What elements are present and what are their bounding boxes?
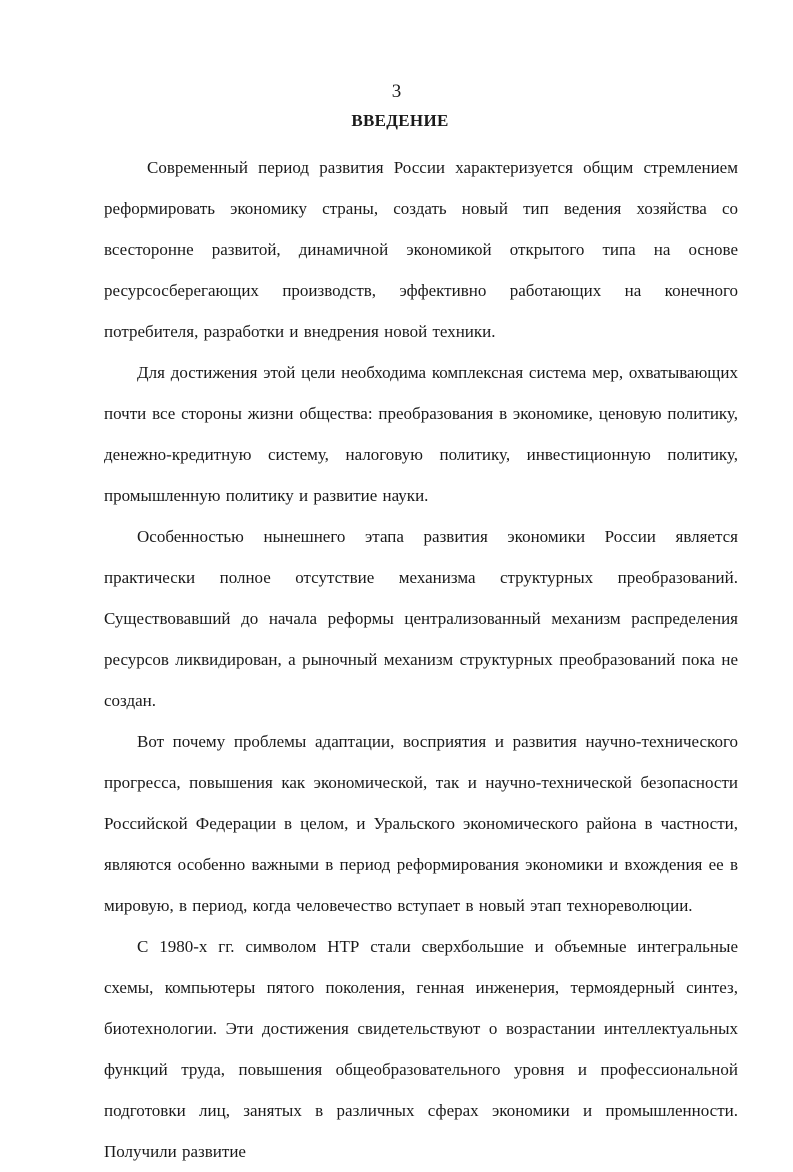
paragraph-4: Вот почему проблемы адаптации, восприятия и развития научно-технического прогресса, повышения как экономической, так и научно-технической безопасности Российской Федерации в целом, и Уральского экономического района в частности, являются особенно важными в период реформирования экономики и вхождения ее в мировую, в период, когда человечество вступает в новый этап технореволюции. bbox=[104, 732, 738, 915]
section-heading: ВВЕДЕНИЕ bbox=[351, 111, 449, 130]
paragraph-1: Современный период развития России характеризуется общим стремлением реформировать экономику страны, создать новый тип ведения хозяйства со всесторонне развитой, динамичной экономикой открытого типа на основе ресурсосберегающих производств, эффективно работающих на конечного потребителя, разработки и внедрения новой техники. bbox=[104, 158, 738, 341]
body-text bbox=[104, 147, 738, 1172]
page-number: 3 bbox=[391, 81, 402, 102]
paragraph-2: Для достижения этой цели необходима комплексная система мер, охватывающих почти все стороны жизни общества: преобразования в экономике, ценовую политику, денежно-кредитную систему, налоговую политику, инвестиционную политику, промышленную политику и развитие науки. bbox=[104, 363, 738, 505]
paragraph-3: Особенностью нынешнего этапа развития экономики России является практически полное отсутствие механизма структурных преобразований. Существовавший до начала реформы централизованный механизм распределения ресурсов ликвидирован, а рыночный механизм структурных преобразований пока не создан. bbox=[104, 527, 738, 710]
paragraph-5: С 1980-х гг. символом НТР стали сверхбольшие и объемные интегральные схемы, компьютеры пятого поколения, генная инженерия, термоядерный синтез, биотехнологии. Эти достижения свидетельствуют о возрастании интеллектуальных функций труда, повышения общеобразовательного уровня и профессиональной подготовки лиц, занятых в различных сферах экономики и промышленности. Получили развитие bbox=[104, 937, 738, 1161]
